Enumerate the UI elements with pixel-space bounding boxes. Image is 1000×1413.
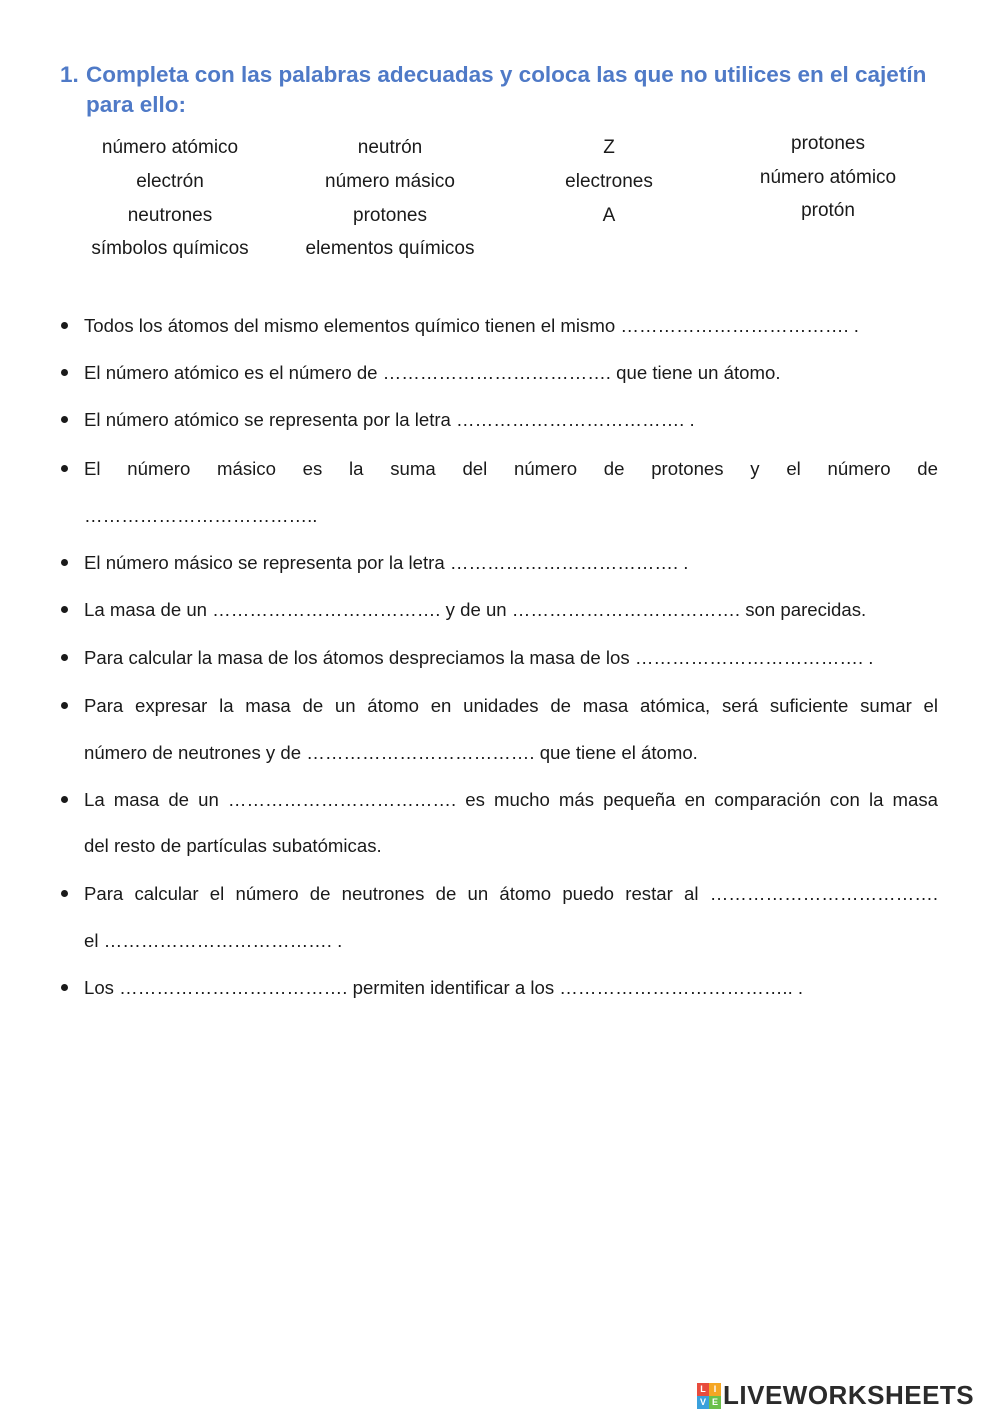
sentence-item-continuation: ……………………………….. xyxy=(84,505,318,526)
sentence-item: Todos los átomos del mismo elementos químico tienen el mismo ………………………………. . xyxy=(84,315,859,336)
logo-tile: E xyxy=(709,1396,721,1409)
liveworksheets-logo xyxy=(697,1380,974,1411)
bullet-icon xyxy=(61,796,68,803)
sentence-item: Los ………………………………. permiten identificar a los ……………………………….. . xyxy=(84,977,804,998)
word-bank-item: neutrón xyxy=(357,137,423,158)
word-bank-item: neutrones xyxy=(127,205,213,226)
sentence-item: Para calcular el número de neutrones de un átomo puedo restar al ………………………………. xyxy=(84,883,938,904)
sentence-item-continuation: el ………………………………. . xyxy=(84,930,343,951)
bullet-icon xyxy=(61,465,68,472)
logo-tile: I xyxy=(709,1383,721,1396)
logo-mark-icon xyxy=(697,1383,721,1409)
sentence-item: El número másico es la suma del número de protones y el número de xyxy=(84,458,938,479)
word-bank-item: número atómico xyxy=(759,167,897,188)
word-bank-item: electrón xyxy=(136,171,204,192)
word-bank-item: protones xyxy=(791,133,865,154)
word-bank-item: electrones xyxy=(565,171,653,192)
sentence-item: El número másico se representa por la letra ………………………………. . xyxy=(84,552,689,573)
bullet-icon xyxy=(61,702,68,709)
exercise-instruction: Completa con las palabras adecuadas y coloca las que no utilices en el cajetín para ello: xyxy=(86,62,927,117)
bullet-icon xyxy=(61,369,68,376)
bullet-icon xyxy=(61,322,68,329)
sentence-item: Para calcular la masa de los átomos despreciamos la masa de los ………………………………. . xyxy=(84,647,874,668)
sentence-item-continuation: número de neutrones y de ………………………………. que tiene el átomo. xyxy=(84,742,698,763)
logo-tile: L xyxy=(697,1383,709,1396)
word-bank-item: símbolos químicos xyxy=(91,238,249,259)
word-bank-item: elementos químicos xyxy=(305,238,475,259)
sentence-item: El número atómico es el número de ………………………………. que tiene un átomo. xyxy=(84,362,781,383)
sentence-item: La masa de un ………………………………. y de un ………………………………. son parecidas. xyxy=(84,599,867,620)
bullet-icon xyxy=(61,559,68,566)
word-bank-item: número atómico xyxy=(101,137,239,158)
bullet-icon xyxy=(61,606,68,613)
bullet-icon xyxy=(61,890,68,897)
logo-tile: V xyxy=(697,1396,709,1409)
word-bank-item: protón xyxy=(801,200,855,221)
word-bank-item: Z xyxy=(603,137,615,158)
exercise-number: 1. xyxy=(60,62,79,87)
sentence-item: La masa de un ………………………………. es mucho más pequeña en comparación con la masa xyxy=(84,789,938,810)
word-bank-item: protones xyxy=(353,205,427,226)
sentence-item-continuation: del resto de partículas subatómicas. xyxy=(84,835,382,856)
sentence-item: El número atómico se representa por la letra ………………………………. . xyxy=(84,409,695,430)
bullet-icon xyxy=(61,654,68,661)
bullet-icon xyxy=(61,416,68,423)
word-bank-item: A xyxy=(602,205,616,226)
exercise-heading xyxy=(60,60,940,120)
bullet-icon xyxy=(61,984,68,991)
sentence-item: Para expresar la masa de un átomo en unidades de masa atómica, será suficiente sumar el xyxy=(84,695,938,716)
word-bank-item: número másico xyxy=(325,171,455,192)
logo-brand-text: LIVEWORKSHEETS xyxy=(723,1380,975,1410)
